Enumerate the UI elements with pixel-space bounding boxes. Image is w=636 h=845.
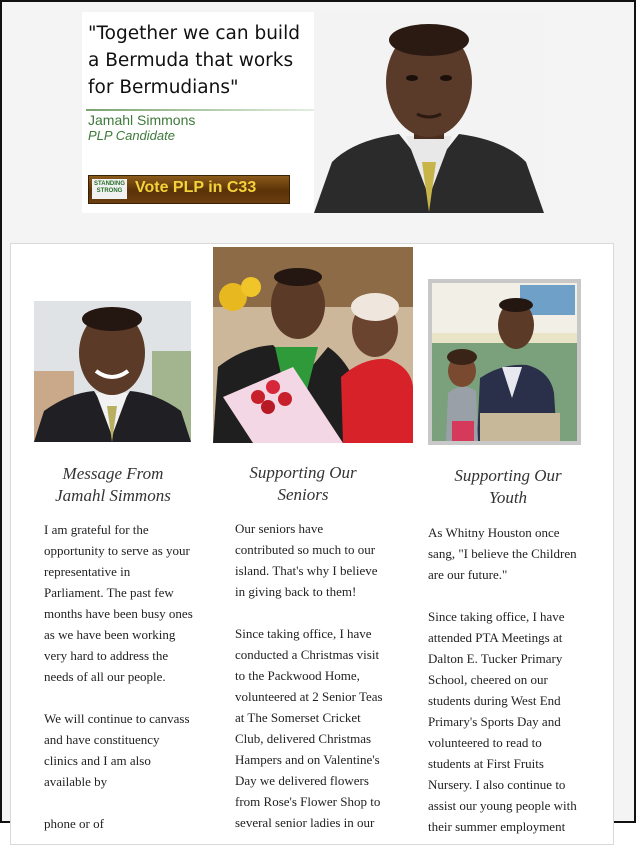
candidate-name: Jamahl Simmons: [88, 112, 196, 128]
logo-line: STANDING: [94, 181, 125, 187]
body-line: months have been busy ones: [44, 606, 193, 621]
candidate-role: PLP Candidate: [88, 128, 175, 143]
body-line: very hard to address the: [44, 648, 169, 663]
body-line: Since taking office, I have: [235, 626, 372, 641]
body-line: Primary's Sports Day and: [428, 714, 561, 729]
body-line: Since taking office, I have: [428, 609, 565, 624]
quote-line: for Bermudians": [88, 77, 239, 98]
body-line: several senior ladies in our: [235, 815, 375, 830]
body-line: students during West End: [428, 693, 561, 708]
newsletter-card: [10, 243, 614, 845]
body-line: available by: [44, 774, 108, 789]
body-line: needs of all our people.: [44, 669, 166, 684]
body-line: as we have been working: [44, 627, 176, 642]
heading-line: Message From: [62, 464, 164, 483]
body-line: are our future.": [428, 567, 508, 582]
body-line: volunteered at 2 Senior Teas: [235, 689, 383, 704]
paragraph-break: [44, 792, 204, 813]
paragraph-break: [44, 687, 204, 708]
body-line: As Whitny Houston once: [428, 525, 560, 540]
body-line: contributed so much to our: [235, 542, 376, 557]
heading-line: Seniors: [277, 485, 329, 504]
candidate-portrait: [314, 12, 544, 213]
standing-strong-logo: [92, 179, 127, 199]
column-seniors: [213, 244, 413, 844]
body-line: at The Somerset Cricket: [235, 710, 361, 725]
body-line: conducted a Christmas visit: [235, 647, 380, 662]
quote-line: a Bermuda that works: [88, 50, 294, 71]
paragraph-break: [235, 602, 405, 623]
heading-line: Youth: [488, 488, 528, 507]
body-line: opportunity to serve as your: [44, 543, 190, 558]
heading-line: Supporting Our: [454, 466, 562, 485]
body-line: assist our young people with: [428, 798, 577, 813]
heading-line: Supporting Our: [249, 463, 357, 482]
body-line: phone or of: [44, 816, 104, 831]
logo-line: STRONG: [96, 188, 123, 194]
heading-seniors: [203, 462, 403, 506]
heading-message: [33, 463, 193, 507]
quote-line: "Together we can build: [88, 23, 300, 44]
body-line: I am grateful for the: [44, 522, 149, 537]
campaign-quote: [88, 20, 328, 101]
body-line: students at First Fruits: [428, 756, 544, 771]
body-line: Hampers and on Valentine's: [235, 752, 380, 767]
body-line: We will continue to canvass: [44, 711, 190, 726]
divider: [86, 109, 316, 111]
heading-line: Jamahl Simmons: [55, 486, 171, 505]
body-line: School, cheered on our: [428, 672, 548, 687]
body-line: in giving back to them!: [235, 584, 357, 599]
body-youth: [428, 522, 581, 837]
body-message: [44, 519, 204, 834]
body-line: Club, delivered Christmas: [235, 731, 372, 746]
body-line: sang, "I believe the Children: [428, 546, 577, 561]
body-line: Parliament. The past few: [44, 585, 174, 600]
body-seniors: [235, 518, 405, 833]
paragraph-break: [428, 585, 581, 606]
vote-text: Vote PLP in C33: [135, 179, 257, 196]
column-youth: [428, 244, 581, 844]
body-line: from Rose's Flower Shop to: [235, 794, 381, 809]
campaign-banner: [82, 12, 544, 213]
body-line: attended PTA Meetings at: [428, 630, 563, 645]
body-line: and have constituency: [44, 732, 160, 747]
body-line: island. That's why I believe: [235, 563, 378, 578]
photo-seniors: [213, 247, 413, 443]
photo-youth: [428, 279, 581, 445]
heading-youth: [428, 465, 588, 509]
body-line: to the Packwood Home,: [235, 668, 360, 683]
body-line: Dalton E. Tucker Primary: [428, 651, 563, 666]
body-line: Day we delivered flowers: [235, 773, 369, 788]
body-line: volunteered to read to: [428, 735, 542, 750]
body-line: representative in: [44, 564, 131, 579]
body-line: clinics and I am also: [44, 753, 151, 768]
photo-jamahl-simmons: [34, 301, 191, 442]
column-message: [33, 244, 193, 844]
vote-badge: [88, 175, 290, 204]
body-line: Our seniors have: [235, 521, 324, 536]
body-line: their summer employment: [428, 819, 566, 834]
body-line: Nursery. I also continue to: [428, 777, 566, 792]
